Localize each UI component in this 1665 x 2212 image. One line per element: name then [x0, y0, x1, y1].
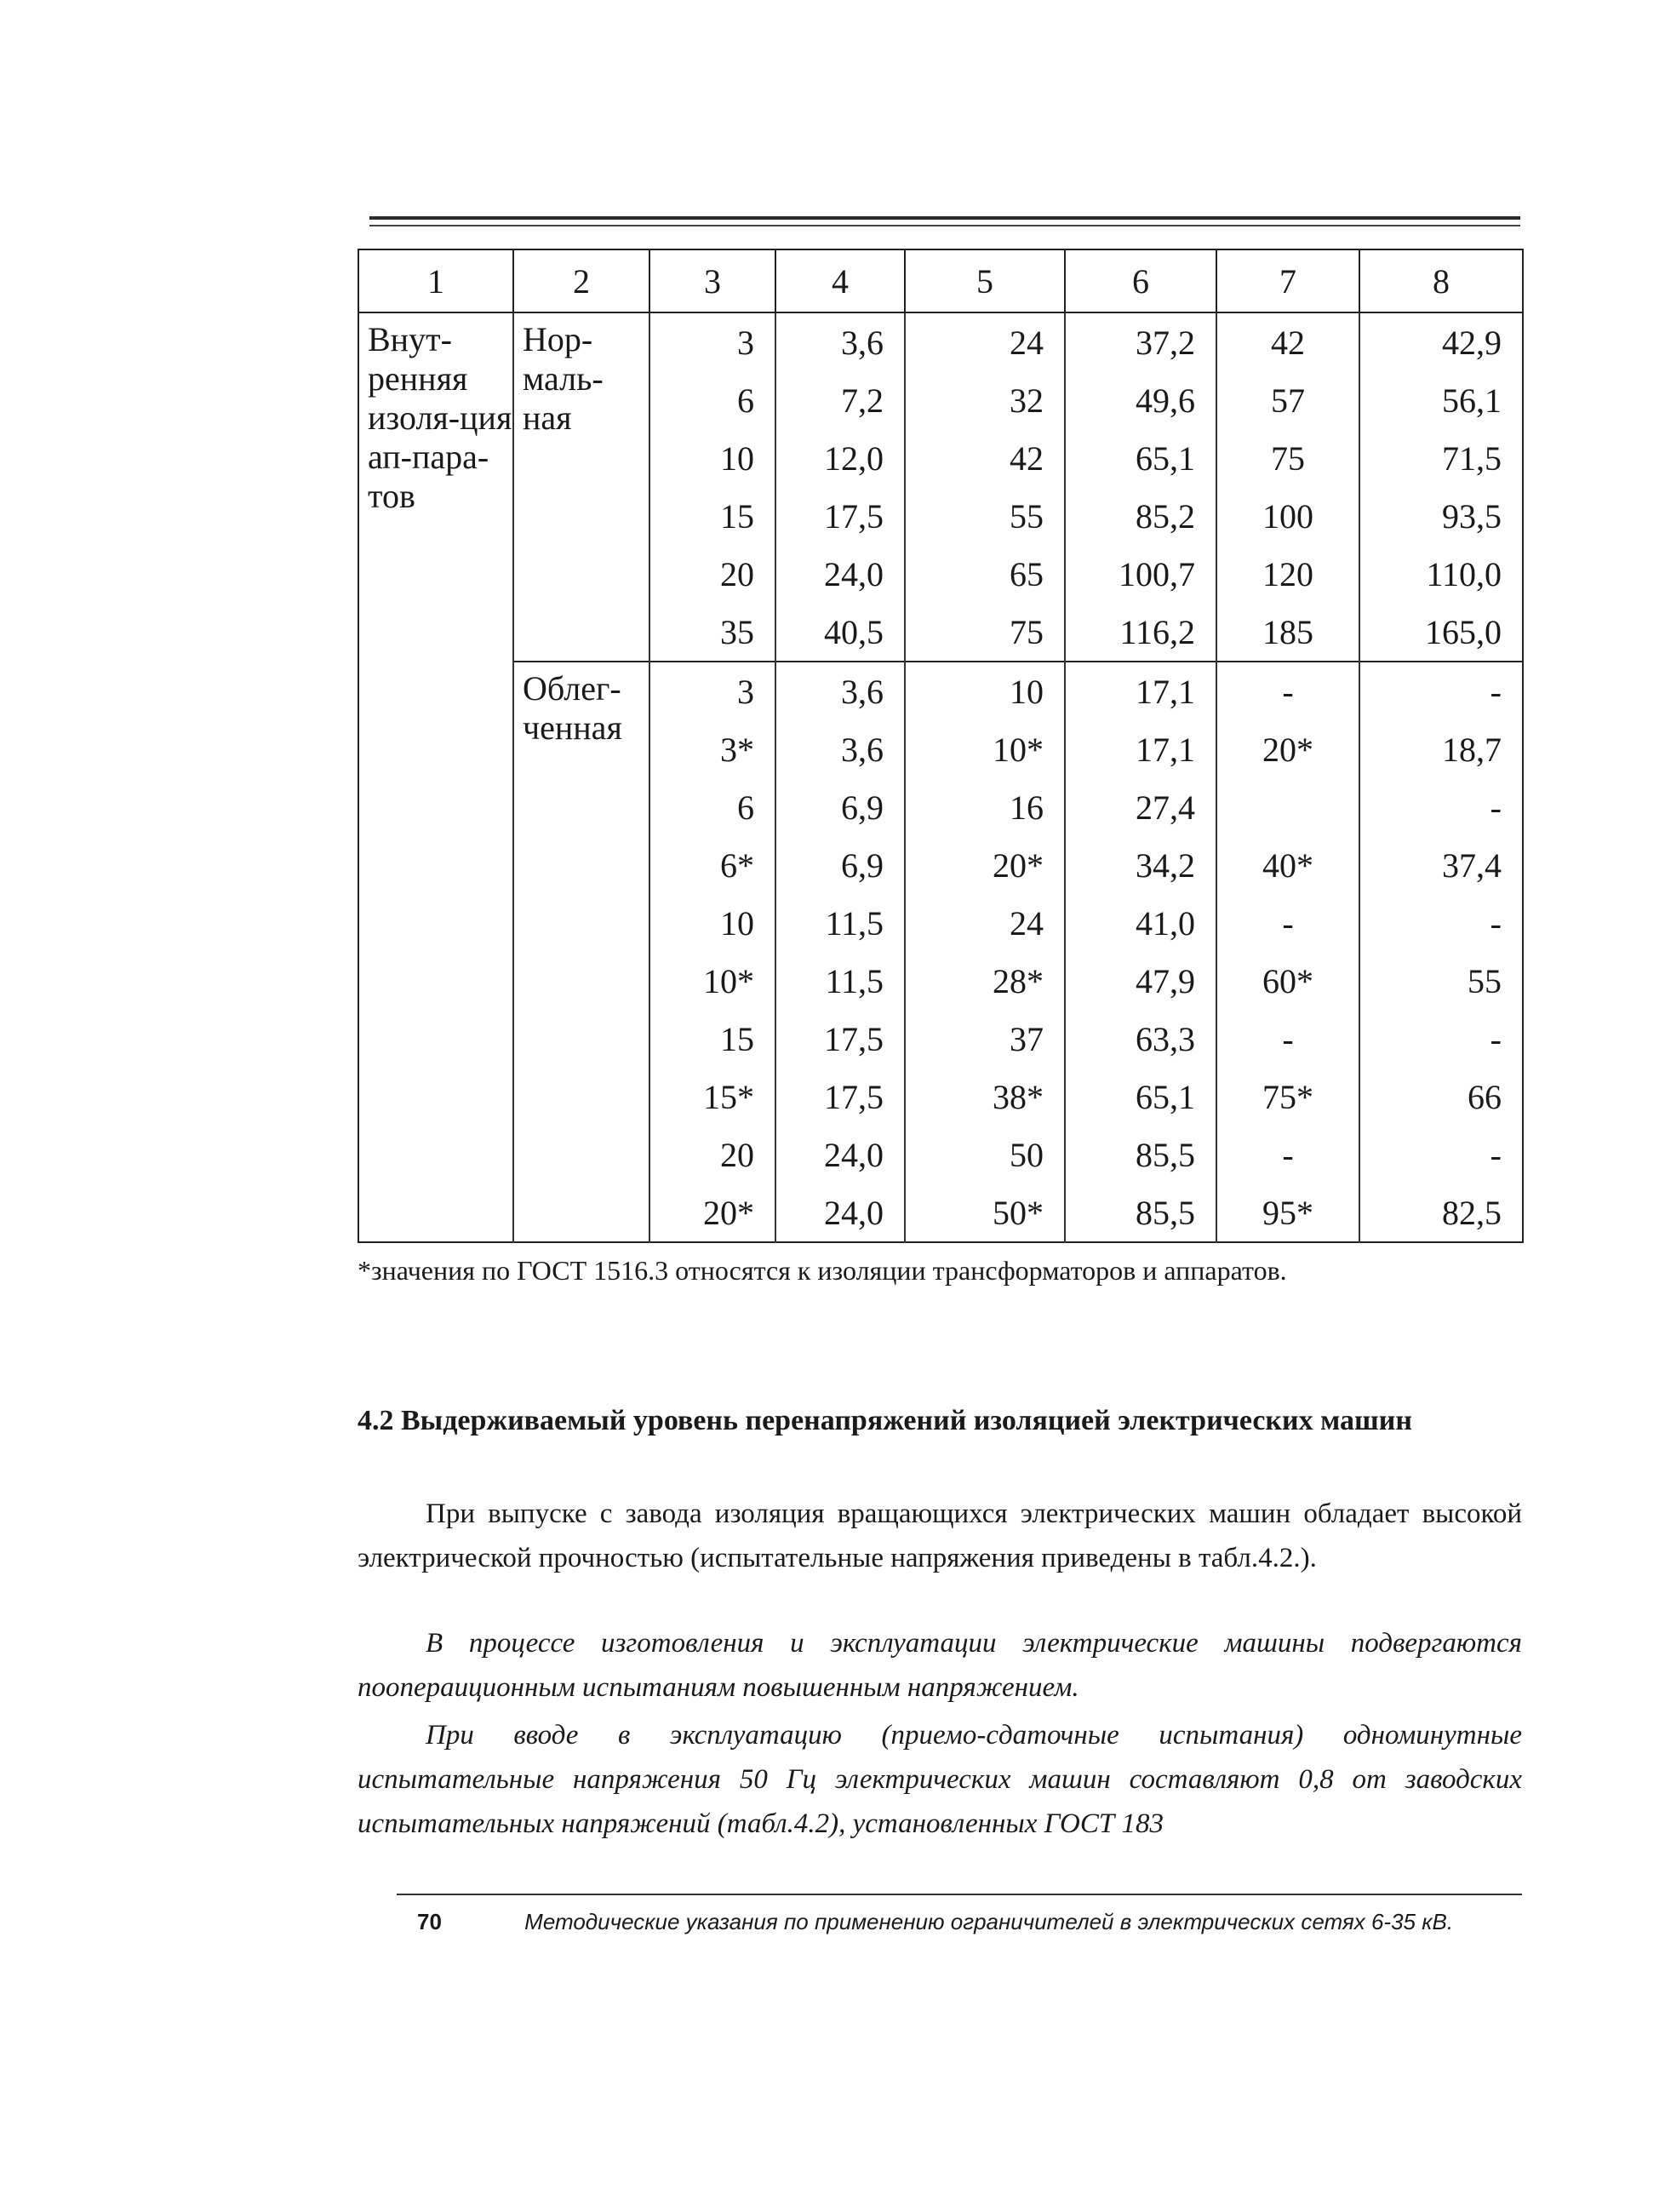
table-cell: -: [1216, 894, 1359, 952]
table-cell: 3,6: [775, 662, 905, 720]
table-cell: 75: [1216, 429, 1359, 487]
row-group-label: Внут-ренняя изоля-ция ап-пара-тов: [358, 312, 513, 1242]
table-cell: 20: [649, 545, 775, 603]
table-cell: 50: [905, 1126, 1065, 1183]
table-header-cell: 8: [1359, 249, 1523, 312]
table-cell: 185: [1216, 603, 1359, 662]
table-cell: 35: [649, 603, 775, 662]
page-footer: [417, 1909, 1453, 1935]
table-cell: 24: [905, 312, 1065, 371]
row-subgroup-label: Нор-маль-ная: [513, 312, 649, 662]
table-cell: 38*: [905, 1068, 1065, 1126]
table-cell: 75*: [1216, 1068, 1359, 1126]
table-cell: -: [1216, 1010, 1359, 1068]
section-title: 4.2 Выдерживаемый уровень перенапряжений изоляцией электрических машин: [358, 1405, 1412, 1436]
table-cell: 15*: [649, 1068, 775, 1126]
row-subgroup-label: Облег-ченная: [513, 662, 649, 1242]
table-cell: 42,9: [1442, 323, 1502, 362]
table-cell: 24,0: [775, 1183, 905, 1242]
table-cell: 42: [1216, 312, 1359, 371]
table-cell: 18,7: [1442, 730, 1502, 769]
table-cell: 100: [1216, 487, 1359, 545]
table-cell: 3,6: [775, 720, 905, 778]
table-cell: 63,3: [1065, 1010, 1216, 1068]
table-header-cell: 4: [775, 249, 905, 312]
table-cell: 82,5: [1442, 1193, 1502, 1232]
table-cell: -: [1490, 788, 1502, 827]
table-cell: 24,0: [775, 545, 905, 603]
table-cell: 10: [649, 894, 775, 952]
table-cell: 47,9: [1065, 952, 1216, 1010]
table-cell: 110,0: [1426, 554, 1502, 593]
page-number: 70: [417, 1909, 442, 1934]
table-cell: 40,5: [775, 603, 905, 662]
table-cell: -: [1216, 662, 1359, 720]
table-cell: 37,2: [1065, 312, 1216, 371]
table-cell: 6,9: [775, 836, 905, 894]
table-cell: 55: [1468, 961, 1502, 1000]
footer-text: Методические указания по применению ограничителей в электрических сетях 6-35 кВ.: [524, 1909, 1454, 1934]
table-cell: 60*: [1216, 952, 1359, 1010]
table-cell: 32: [905, 371, 1065, 429]
table-header-cell: 3: [649, 249, 775, 312]
table-cell: 66: [1468, 1077, 1502, 1116]
table-cell: 17,5: [775, 1010, 905, 1068]
table-cell: 17,1: [1065, 720, 1216, 778]
table-cell: 41,0: [1065, 894, 1216, 952]
table-cell: 20*: [1216, 720, 1359, 778]
table-cell: 24: [905, 894, 1065, 952]
top-rule-thin: [369, 225, 1520, 226]
table-footnote: *значения по ГОСТ 1516.3 относятся к изоляции трансформаторов и аппаратов.: [358, 1255, 1287, 1286]
table-cell: [1216, 778, 1359, 836]
table-cell: 10: [905, 662, 1065, 720]
table-cell: 17,1: [1065, 662, 1216, 720]
table-cell: 16: [905, 778, 1065, 836]
top-rule: [369, 216, 1520, 220]
table-cell: -: [1490, 903, 1502, 943]
table-cell: -: [1490, 1019, 1502, 1058]
table-cell: 28*: [905, 952, 1065, 1010]
table-cell: 116,2: [1065, 603, 1216, 662]
table-cell: 11,5: [775, 894, 905, 952]
table-cell: 24,0: [775, 1126, 905, 1183]
table-cell: 42: [905, 429, 1065, 487]
paragraph: В процессе изготовления и эксплуатации электрические машины подвергаются поопераиционным испытаниям повышенным напряжением.: [358, 1628, 1522, 1703]
table-cell: 20*: [649, 1183, 775, 1242]
table-cell: 95*: [1216, 1183, 1359, 1242]
table-cell: 12,0: [775, 429, 905, 487]
table-cell: 6: [649, 778, 775, 836]
table-cell: 165,0: [1425, 612, 1502, 651]
table-row: [358, 312, 1523, 371]
table-cell: 6*: [649, 836, 775, 894]
table-cell: 7,2: [775, 371, 905, 429]
table-cell: 10*: [649, 952, 775, 1010]
table-cell: 3: [649, 662, 775, 720]
table-cell: 65: [905, 545, 1065, 603]
table-cell: 85,5: [1065, 1183, 1216, 1242]
table-cell: 6: [649, 371, 775, 429]
table-cell: 15: [649, 1010, 775, 1068]
table-cell: 37,4: [1442, 845, 1502, 885]
table-cell: 34,2: [1065, 836, 1216, 894]
table-cell: 17,5: [775, 487, 905, 545]
paragraph: При вводе в эксплуатацию (приемо-сдаточные испытания) одноминутные испытательные напряжения 50 Гц электрических машин составляют 0,8 от заводских испытательных напряжений (табл.4.2), установленных ГОСТ 183: [358, 1720, 1522, 1839]
table-cell: 50*: [905, 1183, 1065, 1242]
table-cell: 85,5: [1065, 1126, 1216, 1183]
table-cell: -: [1490, 1135, 1502, 1174]
table-cell: 120: [1216, 545, 1359, 603]
table-cell: 10: [649, 429, 775, 487]
table-cell: 57: [1216, 371, 1359, 429]
table-cell: 93,5: [1442, 496, 1502, 536]
table-cell: 15: [649, 487, 775, 545]
table-header-cell: 1: [358, 249, 513, 312]
table-cell: 55: [905, 487, 1065, 545]
table-cell: 75: [905, 603, 1065, 662]
table-cell: 71,5: [1442, 438, 1502, 478]
table-cell: 100,7: [1065, 545, 1216, 603]
table-cell: 40*: [1216, 836, 1359, 894]
table-cell: 20*: [905, 836, 1065, 894]
table-header-cell: 5: [905, 249, 1065, 312]
table-cell: 85,2: [1065, 487, 1216, 545]
table-header-cell: 6: [1065, 249, 1216, 312]
table-cell: 17,5: [775, 1068, 905, 1126]
table-cell: 56,1: [1442, 381, 1502, 420]
table-cell: 37: [905, 1010, 1065, 1068]
table-cell: 3: [649, 312, 775, 371]
table-cell: 3,6: [775, 312, 905, 371]
table-header-cell: 7: [1216, 249, 1359, 312]
table-cell: 65,1: [1065, 1068, 1216, 1126]
table-row: [358, 662, 1523, 720]
table-header-row: [358, 249, 1523, 312]
table-cell: -: [1359, 662, 1523, 720]
table-cell: 20: [649, 1126, 775, 1183]
table-cell: -: [1216, 1126, 1359, 1183]
table-cell: 3*: [649, 720, 775, 778]
table-cell: 27,4: [1065, 778, 1216, 836]
paragraph: При выпуске с завода изоляция вращающихся электрических машин обладает высокой электрической прочностью (испытательные напряжения приведены в табл.4.2.).: [358, 1499, 1522, 1573]
table-cell: 11,5: [775, 952, 905, 1010]
table-cell: 10*: [905, 720, 1065, 778]
footer-rule: [397, 1894, 1522, 1895]
data-table: [358, 249, 1524, 1243]
table-cell: 6,9: [775, 778, 905, 836]
table-cell: 49,6: [1065, 371, 1216, 429]
table-cell: 65,1: [1065, 429, 1216, 487]
table-header-cell: 2: [513, 249, 649, 312]
